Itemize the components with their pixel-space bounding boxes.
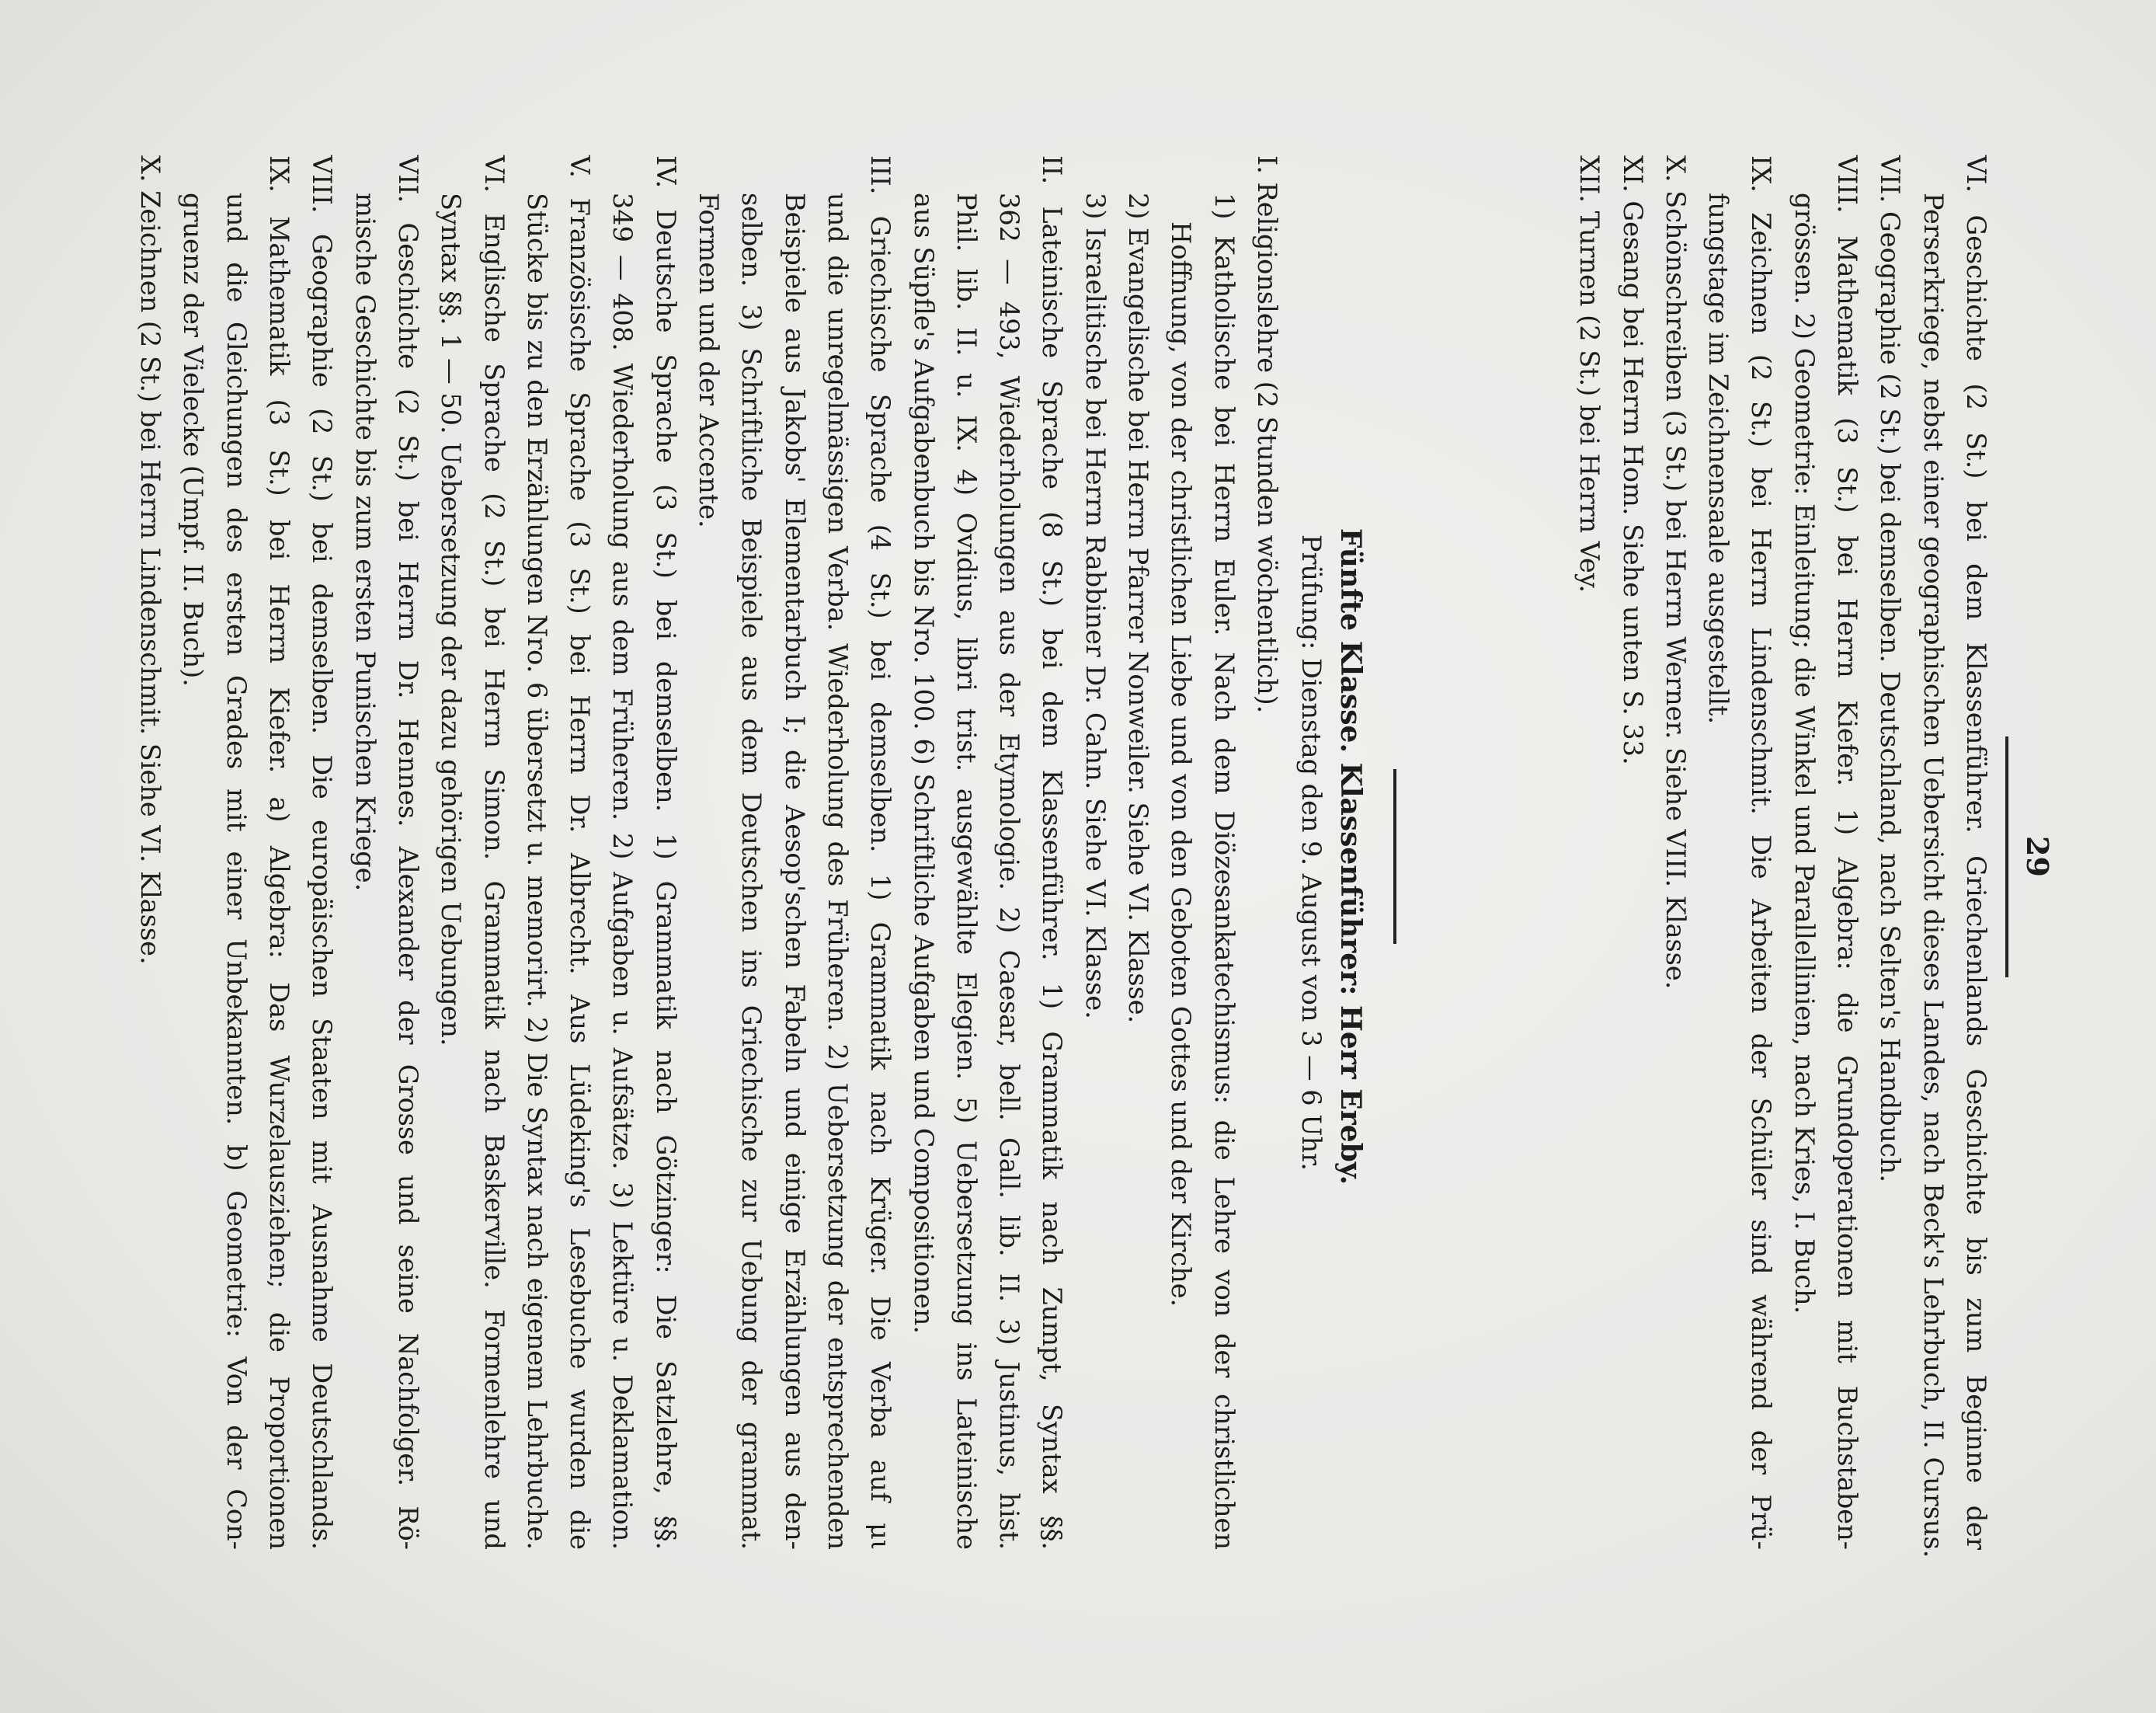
text-line: VI. Geschichte (2 St.) bei dem Klassenführer. Griechenlands Geschichte bis zum Beginne der xyxy=(1961,155,1991,1550)
exam-date-line: Prüfung: Dienstag den 9. August von 3 — 6 Uhr. xyxy=(1296,534,1327,1172)
text-line: und die Gleichungen des ersten Grades mit einer Unbekannten. b) Geometrie: Von der Con- xyxy=(221,193,252,1550)
section-divider-rule xyxy=(1393,769,1396,944)
text-line: aus Süpfle's Aufgabenbuch bis Nro. 100. 6) Schriftliche Aufgaben und Compositionen. xyxy=(908,193,939,1334)
text-line: Syntax §§. 1 — 50. Uebersetzung der dazu gehörigen Uebungen. xyxy=(436,193,467,1046)
text-line: IV. Deutsche Sprache (3 St.) bei demselben. 1) Grammatik nach Götzinger: Die Satzlehre, §§. xyxy=(650,155,681,1550)
text-line: 2) Evangelische bei Herrn Pfarrer Nonweiler. Siehe VI. Klasse. xyxy=(1123,193,1154,1024)
text-line: selben. 3) Schriftliche Beispiele aus dem Deutschen ins Griechische zur Uebung der grammat. xyxy=(736,193,767,1550)
text-line: XII. Turnen (2 St.) bei Herrn Vey. xyxy=(1574,155,1605,593)
text-line: X. Schönschreiben (3 St.) bei Herrn Werner. Siehe VIII. Klasse. xyxy=(1660,155,1691,990)
class-heading: Fünfte Klasse. Klassenführer: Herr Ereby. xyxy=(1334,527,1367,1186)
text-line: II. Lateinische Sprache (8 St.) bei dem Klassenführer. 1) Grammatik nach Zumpt, Syntax §§. xyxy=(1037,155,1068,1550)
text-line: III. Griechische Sprache (4 St.) bei demselben. 1) Grammatik nach Krüger. Die Verba auf μι xyxy=(865,155,896,1550)
text-line: mische Geschichte bis zum ersten Punischen Kriege. xyxy=(349,193,381,892)
text-line: Formen und der Accente. xyxy=(694,193,725,528)
text-line: Hoffnung, von der christlichen Liebe und von den Geboten Gottes und der Kirche. xyxy=(1166,221,1197,1307)
text-line: Perserkriege, nebst einer geographischen Uebersicht dieses Landes, nach Beck's Lehrbuch, II. Cursus. xyxy=(1918,193,1949,1558)
text-line: XI. Gesang bei Herrn Hom. Siehe unten S. 33. xyxy=(1617,155,1648,765)
text-line: gruenz der Vielecke (Umpf. II. Buch). xyxy=(178,193,209,687)
text-line: VIII. Geographie (2 St.) bei demselben. Die europäischen Staaten mit Ausnahme Deutschlands. xyxy=(307,155,338,1550)
text-line: VII. Geschichte (2 St.) bei Herrn Dr. Hennes. Alexander der Grosse und seine Nachfolger. Rö- xyxy=(393,155,423,1550)
text-line: 362 — 493, Wiederholungen aus der Etymologie. 2) Caesar, bell. Gall. lib. II. 3) Justinus, hist. xyxy=(994,193,1025,1550)
text-line: VIII. Mathematik (3 St.) bei Herrn Kiefer. 1) Algebra: die Grundoperationen mit Buchstaben- xyxy=(1832,155,1863,1550)
page-number-rule xyxy=(2005,736,2008,977)
text-line: fungstage im Zeichnensaale ausgestellt. xyxy=(1703,193,1734,725)
text-line: 1) Katholische bei Herrn Euler. Nach dem Diözesankatechismus: die Lehre von der christlichen xyxy=(1208,193,1240,1550)
text-line: VI. Englische Sprache (2 St.) bei Herrn Simon. Grammatik nach Baskerville. Formenlehre und xyxy=(478,155,509,1550)
text-line: Stücke bis zu den Erzählungen Nro. 6 übersetzt u. memorirt. 2) Die Syntax nach eigenem Lehrbuche. xyxy=(521,193,552,1550)
page-number: 29 xyxy=(2020,836,2055,877)
text-line: 3) Israelitische bei Herrn Rabbiner Dr. Cahn. Siehe VI. Klasse. xyxy=(1080,193,1111,1019)
text-line: IX. Zeichnen (2 St.) bei Herrn Lindenschmit. Die Arbeiten der Schüler sind während der Prü- xyxy=(1746,155,1777,1550)
text-line: 349 — 408. Wiederholung aus dem Früheren. 2) Aufgaben u. Aufsätze. 3) Lektüre u. Deklamation. xyxy=(607,193,638,1550)
text-line: VII. Geographie (2 St.) bei demselben. Deutschland, nach Selten's Handbuch. xyxy=(1875,155,1906,1183)
text-line: Phil. lib. II. u. IX. 4) Ovidius, libri trist. ausgewählte Elegien. 5) Uebersetzung ins Lateinische xyxy=(951,193,982,1550)
text-line: und die unregelmässigen Verba. Wiederholung des Früheren. 2) Uebersetzung der entsprechenden xyxy=(822,193,853,1550)
text-line: grössen. 2) Geometrie: Einleitung; die Winkel und Parallellinien, nach Kries, I. Buch. xyxy=(1789,193,1820,1314)
text-line: V. Französische Sprache (3 St.) bei Herrn Dr. Albrecht. Aus Lüdeking's Lesebuche wurden die xyxy=(565,155,596,1550)
text-line: X. Zeichnen (2 St.) bei Herrn Lindenschmit. Siehe VI. Klasse. xyxy=(135,155,166,965)
text-line: Beispiele aus Jakobs' Elementarbuch I; die Aesop'schen Fabeln und einige Erzählungen aus den- xyxy=(779,193,810,1550)
text-line: I. Religionslehre (2 Stunden wöchentlich). xyxy=(1252,155,1282,714)
text-line: IX. Mathematik (3 St.) bei Herrn Kiefer. a) Algebra: Das Wurzelausziehen; die Proportionen xyxy=(264,155,295,1550)
